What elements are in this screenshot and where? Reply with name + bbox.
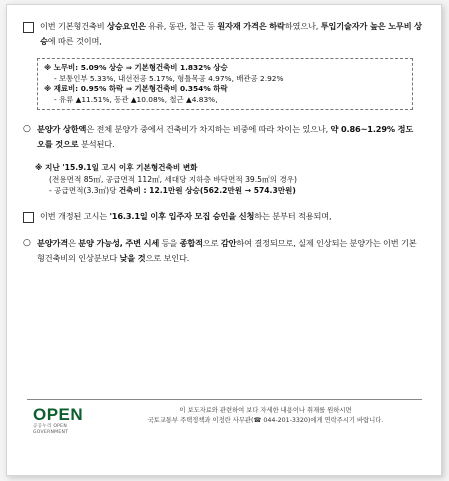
p2-bold-1: 분양가 상한액 <box>37 124 87 134</box>
footer <box>27 399 422 435</box>
p4-post: 으로 보인다. <box>145 252 190 263</box>
p4-mid-3: 으로 <box>202 237 221 248</box>
p2-bold-2: 약 0.86~1.29% 정도 오를 것으로 <box>37 124 414 149</box>
open-logo-text: OPEN <box>33 405 84 424</box>
p4-bold-1: 분양가격 <box>37 237 69 248</box>
square-bullet-icon <box>23 212 34 223</box>
circle-bullet-icon: ○ <box>23 124 31 134</box>
p4-bold-2: 분양 가능성, 주변 시세 <box>78 237 160 248</box>
labor-cost-line: ※ 노무비: 5.09% 상승 ⇒ 기본형건축비 1.832% 상승 <box>44 63 228 72</box>
note-title: ※ 지난 '15.9.1일 고시 이후 기본형건축비 변화 <box>35 163 198 172</box>
paragraph-3 <box>23 209 423 224</box>
note-condition: (전용면적 85㎡, 공급면적 112㎡, 세대당 지하층 바닥면적 39.5㎡의 경우) <box>49 174 297 184</box>
p1-post: 에 따른 것이며, <box>47 36 102 46</box>
document-content <box>23 19 423 266</box>
p1-bold-2: 원자재 가격은 하락 <box>217 21 285 31</box>
p2-mid-1: 은 전체 분양가 중에서 건축비가 차지하는 비중에 따라 차이는 있으나, <box>86 124 331 134</box>
contact-line-2: 국토교통부 주택정책과 이정란 사무관(☎ 044-201-3320)에게 연락주시기 바랍니다. <box>147 417 384 424</box>
change-note <box>35 162 423 197</box>
contact-info <box>113 406 418 426</box>
material-detail-line: - 유류 ▲11.51%, 동관 ▲10.08%, 철근 ▲4.83%, <box>54 94 218 104</box>
circle-bullet-icon: ○ <box>23 237 31 248</box>
open-logo-subtitle: 공공누리 OPEN GOVERNMENT <box>33 424 69 435</box>
p4-bold-3: 종합적 <box>179 237 203 248</box>
paragraph-2 <box>23 122 423 152</box>
note-price-change <box>35 185 423 197</box>
paragraph-4 <box>23 236 423 266</box>
p3-pre: 이번 개정된 고시는 <box>40 210 110 221</box>
note-price-label: - 공급면적(3.3㎡)당 <box>49 186 119 195</box>
p1-mid-1: 유류, 동관, 철근 등 <box>145 21 218 31</box>
p4-bold-4: 감안 <box>220 237 237 248</box>
open-logo <box>33 405 103 435</box>
p1-pre: 이번 기본형건축비 <box>40 21 107 31</box>
p3-post: 하는 분부터 적용되며, <box>254 210 332 221</box>
paragraph-1 <box>23 19 423 49</box>
material-cost-line: ※ 재료비: 0.95% 하락 ⇒ 기본형건축비 0.354% 하락 <box>44 84 228 93</box>
p1-bold-1: 상승요인은 <box>106 21 146 31</box>
cost-change-box <box>37 58 413 110</box>
p4-mid-2: 등을 <box>159 237 180 248</box>
contact-line-1: 이 보도자료와 관련하여 보다 자세한 내용이나 취재를 원하시면 <box>179 407 352 414</box>
p2-post: 분석된다. <box>78 139 115 149</box>
note-price-value: 건축비 : 12.1만원 상승(562.2만원 → 574.3만원) <box>118 186 296 195</box>
p1-bold-3: 투입기술자가 높은 노무비 상승 <box>40 21 422 46</box>
p1-mid-2: 하였으나, <box>284 21 321 31</box>
document-page <box>6 4 442 476</box>
p4-mid-1: 은 <box>68 237 79 248</box>
square-bullet-icon <box>23 22 34 33</box>
p3-bold-1: '16.3.1일 이후 입주자 모집 승인을 신청 <box>109 210 255 221</box>
p4-bold-5: 낮을 것 <box>119 252 146 263</box>
p4-mid-4: 하여 결정되므로, 실제 인상되는 분양가는 이번 기본형건축비의 인상분보다 <box>37 237 417 263</box>
labor-detail-line: - 보통인부 5.33%, 내선전공 5.17%, 형틀목공 4.97%, 배관공 2.92% <box>54 73 284 83</box>
